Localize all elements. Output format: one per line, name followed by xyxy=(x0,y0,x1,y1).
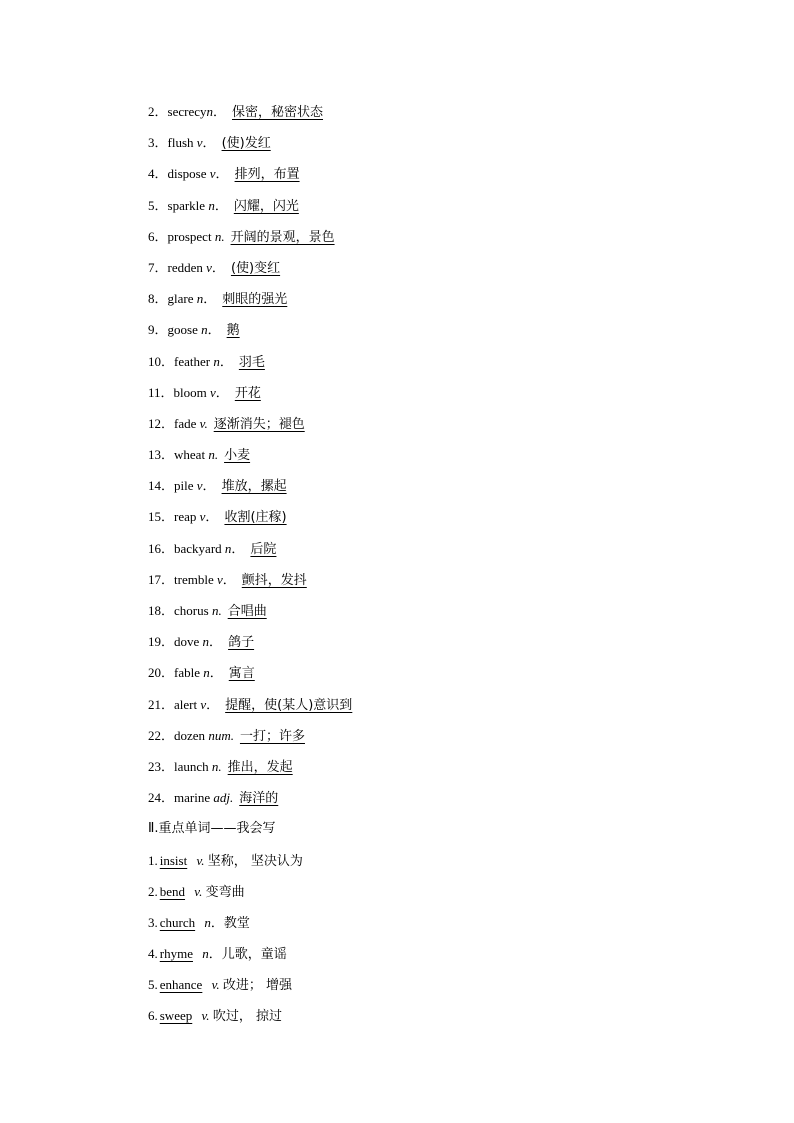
item-word: fable xyxy=(174,665,200,681)
list-item xyxy=(148,320,668,351)
list-item xyxy=(148,913,668,944)
item-word: pile xyxy=(174,478,194,494)
item-answer: 合唱曲 xyxy=(227,604,267,619)
list-item xyxy=(148,663,668,694)
item-answer: 堆放，摞起 xyxy=(221,479,287,495)
item-answer: 开花 xyxy=(234,385,261,401)
list-item xyxy=(148,164,668,195)
item-answer: sweep xyxy=(159,1008,193,1024)
item-punct: ． xyxy=(211,259,225,275)
item-number: 6. xyxy=(148,1008,158,1024)
item-meaning: 儿歌，童谣 xyxy=(221,947,287,963)
item-word: sparkle xyxy=(167,197,206,213)
item-number: 14． xyxy=(148,478,175,494)
item-word: tremble xyxy=(174,571,214,587)
section-heading: Ⅱ.重点单词——我会写 xyxy=(148,821,276,837)
list-item xyxy=(148,882,668,913)
item-part-of-speech: v xyxy=(216,571,223,587)
item-punct: ． xyxy=(231,540,245,556)
item-word: bloom xyxy=(173,384,207,400)
item-answer: bend xyxy=(159,883,186,899)
item-word: feather xyxy=(174,353,211,369)
item-word: secrecy xyxy=(167,104,207,119)
item-word: chorus xyxy=(174,603,209,618)
list-item xyxy=(148,757,668,788)
list-item xyxy=(148,1006,668,1037)
item-answer: 开阔的景观，景色 xyxy=(230,229,335,245)
item-answer: 鸽子 xyxy=(228,635,255,651)
vocabulary-list xyxy=(148,102,668,1038)
item-part-of-speech: n xyxy=(213,353,220,369)
list-item xyxy=(148,570,668,601)
item-part-of-speech: n xyxy=(206,104,213,119)
list-item xyxy=(148,289,668,320)
item-word: prospect xyxy=(167,228,212,244)
item-answer: 闪耀，闪光 xyxy=(233,198,299,214)
item-part-of-speech: v xyxy=(199,509,206,525)
item-answer: 鹅 xyxy=(226,323,240,339)
item-answer: 推出，发起 xyxy=(227,759,293,775)
item-number: 2． xyxy=(148,104,168,119)
item-part-of-speech: n xyxy=(202,634,210,650)
item-punct: ． xyxy=(207,322,221,338)
item-answer: 小麦 xyxy=(224,448,251,464)
item-number: 1. xyxy=(148,852,158,868)
item-punct: ． xyxy=(203,291,217,307)
item-punct: ． xyxy=(215,166,229,182)
item-answer: 收割(庄稼) xyxy=(224,510,287,526)
item-part-of-speech: v xyxy=(200,696,207,712)
item-number: 9． xyxy=(148,322,168,338)
item-part-of-speech: n xyxy=(201,322,208,338)
item-part-of-speech: adj. xyxy=(213,790,234,806)
item-punct: ． xyxy=(210,914,224,930)
item-number: 5． xyxy=(148,197,168,213)
list-item xyxy=(148,507,668,538)
item-part-of-speech: v. xyxy=(211,977,220,993)
item-part-of-speech: v xyxy=(209,166,216,182)
item-punct: ． xyxy=(209,634,223,650)
list-item xyxy=(148,851,668,882)
item-part-of-speech: n. xyxy=(214,228,225,244)
item-answer: church xyxy=(159,914,196,930)
item-word: wheat xyxy=(174,447,206,463)
list-item xyxy=(148,975,668,1006)
item-meaning: 改进； 增强 xyxy=(222,978,293,994)
item-word: goose xyxy=(167,322,198,338)
item-word: dozen xyxy=(174,727,206,743)
item-part-of-speech: n xyxy=(196,291,204,307)
item-number: 21． xyxy=(148,696,175,712)
item-number: 8． xyxy=(148,291,168,307)
item-number: 3. xyxy=(148,914,158,930)
item-answer: 寓言 xyxy=(228,666,255,682)
item-part-of-speech: v. xyxy=(196,852,205,868)
list-item xyxy=(148,539,668,570)
item-punct: ． xyxy=(215,384,229,400)
item-answer: 保密，秘密状态 xyxy=(232,105,324,120)
item-answer: 提醒，使(某人)意识到 xyxy=(225,697,353,713)
item-number: 15． xyxy=(148,509,175,525)
item-meaning: 教堂 xyxy=(223,915,250,931)
item-word: alert xyxy=(174,696,198,712)
item-part-of-speech: v xyxy=(196,135,203,151)
item-number: 4. xyxy=(148,946,158,962)
item-punct: ． xyxy=(219,353,233,369)
item-part-of-speech: n xyxy=(224,540,232,556)
item-part-of-speech: v. xyxy=(199,415,208,431)
item-number: 2. xyxy=(148,883,158,899)
item-number: 4． xyxy=(148,166,168,182)
item-word: marine xyxy=(174,790,211,806)
item-number: 16． xyxy=(148,540,175,556)
list-item xyxy=(148,601,668,632)
item-word: fade xyxy=(174,415,197,431)
item-word: launch xyxy=(174,758,209,774)
item-meaning: 变弯曲 xyxy=(205,884,245,900)
list-item xyxy=(148,476,668,507)
item-number: 10． xyxy=(148,353,175,369)
item-part-of-speech: v xyxy=(206,259,212,275)
item-word: dove xyxy=(174,634,200,650)
item-part-of-speech: n. xyxy=(208,447,219,463)
item-part-of-speech: v. xyxy=(201,1008,210,1024)
item-number: 12． xyxy=(148,415,175,431)
list-item xyxy=(148,383,668,414)
item-answer: 刺眼的强光 xyxy=(222,292,288,308)
list-item xyxy=(148,695,668,726)
item-answer: 海洋的 xyxy=(239,791,279,807)
item-punct: ． xyxy=(202,135,216,151)
list-item xyxy=(148,258,668,289)
item-word: dispose xyxy=(167,166,207,182)
list-item xyxy=(148,352,668,383)
item-part-of-speech: num. xyxy=(208,727,234,743)
list-item xyxy=(148,414,668,445)
item-answer: (使)发红 xyxy=(221,136,271,152)
item-answer: 羽毛 xyxy=(238,354,265,370)
list-item xyxy=(148,632,668,663)
list-item xyxy=(148,445,668,476)
item-word: redden xyxy=(167,259,203,275)
list-item xyxy=(148,726,668,757)
item-meaning: 坚称， 坚决认为 xyxy=(207,853,303,869)
item-meaning: 吹过， 掠过 xyxy=(212,1009,282,1025)
list-item xyxy=(148,227,668,258)
item-answer: 后院 xyxy=(250,541,277,557)
item-word: reap xyxy=(174,509,197,525)
item-number: 5. xyxy=(148,977,158,993)
item-number: 22． xyxy=(148,727,175,743)
item-answer: insist xyxy=(159,852,188,868)
item-number: 17． xyxy=(148,571,175,587)
item-punct: ． xyxy=(205,509,219,525)
item-number: 13． xyxy=(148,447,175,463)
item-number: 7． xyxy=(148,259,168,275)
item-number: 11． xyxy=(148,384,174,400)
item-punct: ． xyxy=(209,665,223,681)
item-part-of-speech: n xyxy=(203,665,210,681)
item-answer: 一打；许多 xyxy=(239,728,305,744)
item-number: 3． xyxy=(148,135,168,151)
item-punct: ． xyxy=(206,696,220,712)
item-answer: enhance xyxy=(159,977,203,993)
item-part-of-speech: v. xyxy=(194,883,203,899)
item-answer: 逐渐消失；褪色 xyxy=(213,416,305,432)
item-number: 20． xyxy=(148,665,175,681)
item-word: glare xyxy=(167,291,194,307)
list-item xyxy=(148,788,668,819)
item-punct: ． xyxy=(202,478,216,494)
item-part-of-speech: n xyxy=(204,914,211,930)
item-number: 24． xyxy=(148,790,175,806)
item-part-of-speech: v xyxy=(210,384,216,400)
list-item xyxy=(148,944,668,975)
item-number: 6． xyxy=(148,228,168,244)
item-punct: ． xyxy=(208,946,222,962)
item-part-of-speech: v xyxy=(196,478,203,494)
list-item xyxy=(148,102,668,133)
item-word: flush xyxy=(167,135,194,151)
item-punct: ． xyxy=(222,571,236,587)
list-item xyxy=(148,196,668,227)
item-part-of-speech: n. xyxy=(211,758,222,774)
item-punct: ． xyxy=(212,104,226,119)
item-punct: ． xyxy=(214,197,228,213)
item-answer: rhyme xyxy=(159,946,193,962)
item-word: backyard xyxy=(174,540,222,556)
list-item xyxy=(148,133,668,164)
item-number: 18． xyxy=(148,603,175,618)
item-answer: 颤抖，发抖 xyxy=(241,572,307,588)
item-answer: (使)变红 xyxy=(230,260,281,276)
item-number: 19． xyxy=(148,634,175,650)
item-part-of-speech: n. xyxy=(211,603,222,618)
item-part-of-speech: n xyxy=(202,946,209,962)
item-number: 23． xyxy=(148,758,175,774)
item-part-of-speech: n xyxy=(208,197,215,213)
item-answer: 排列，布置 xyxy=(234,167,300,183)
